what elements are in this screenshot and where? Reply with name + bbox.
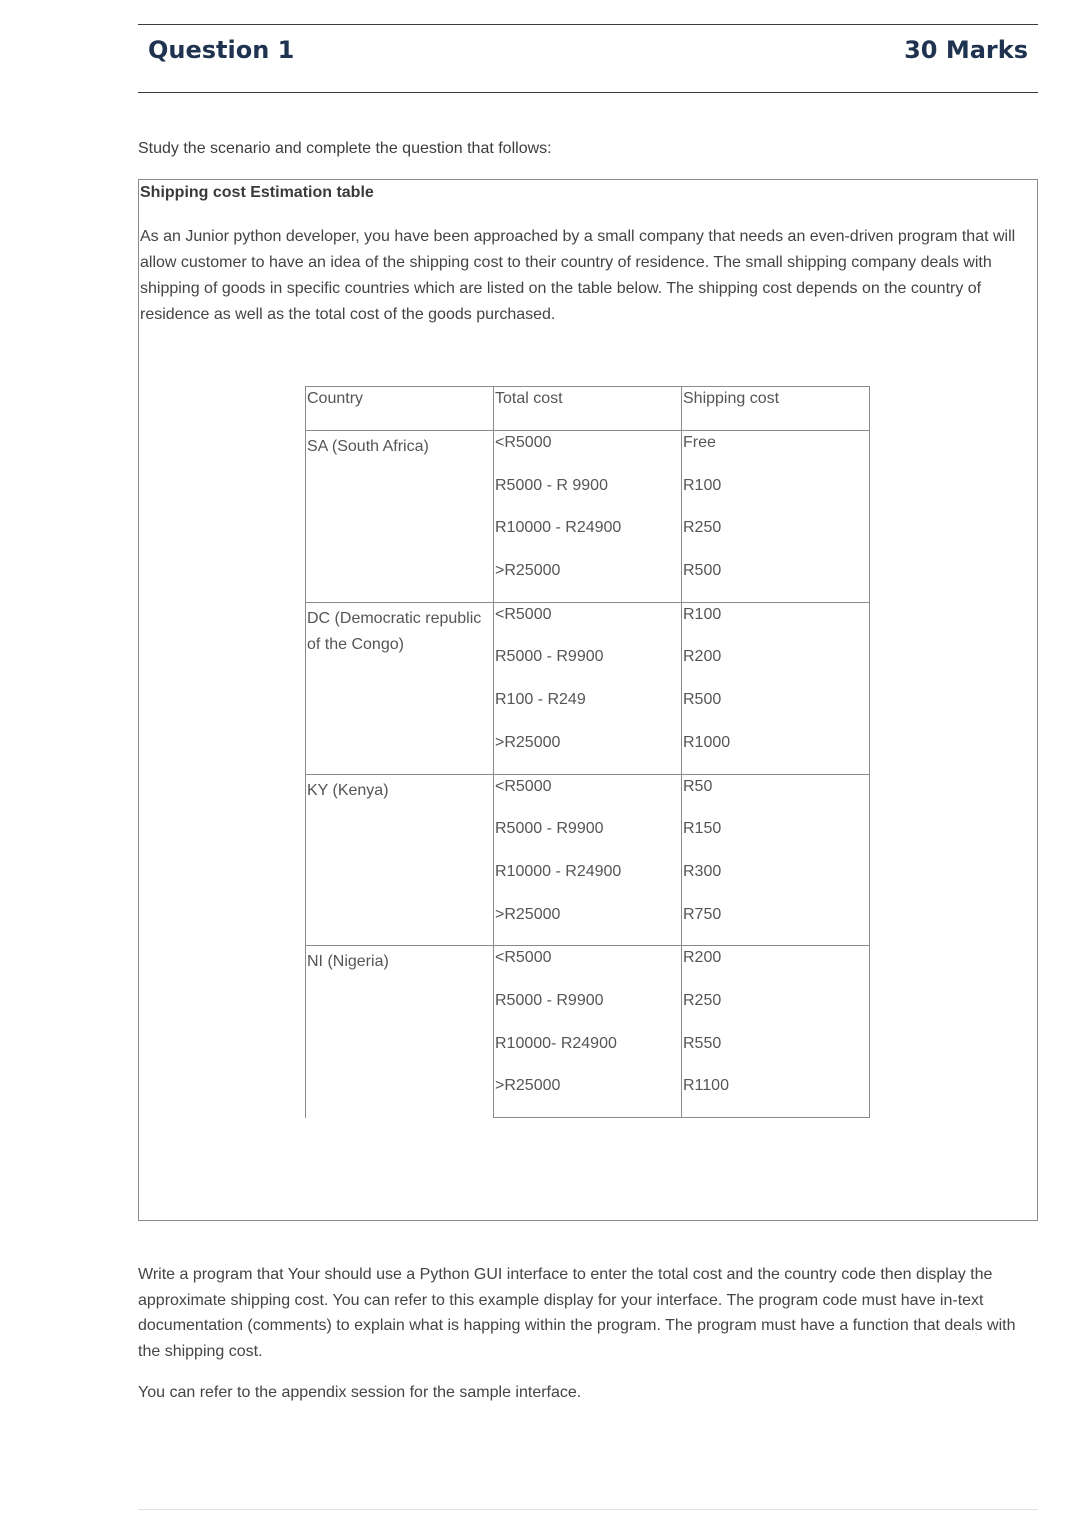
shipping-cost-value: R500 — [683, 691, 722, 709]
total-cost-cell — [494, 946, 682, 989]
country-cell — [306, 602, 494, 774]
shipping-cost-table — [305, 386, 870, 1118]
total-cost-cell — [494, 431, 682, 474]
total-cost-cell — [494, 989, 682, 1032]
table-row — [306, 602, 870, 645]
total-cost-value: >R25000 — [495, 562, 561, 580]
top-rule — [138, 24, 1038, 25]
shipping-cost-cell — [682, 474, 870, 517]
total-cost-value: R10000- R24900 — [495, 1034, 617, 1052]
total-cost-cell — [494, 474, 682, 517]
shipping-cost-value: R50 — [683, 777, 713, 795]
total-cost-value: <R5000 — [495, 434, 552, 451]
total-cost-cell — [494, 817, 682, 860]
total-cost-value: R10000 - R24900 — [495, 519, 622, 537]
footer-rule — [138, 1509, 1038, 1510]
total-cost-value: R5000 - R9900 — [495, 991, 604, 1009]
total-cost-cell — [494, 903, 682, 946]
shipping-cost-value: Free — [683, 434, 716, 451]
country-name: SA (South Africa) — [307, 438, 429, 455]
country-cell — [306, 774, 494, 946]
table-row — [306, 774, 870, 817]
header-label: Country — [307, 390, 364, 407]
shipping-cost-cell — [682, 688, 870, 731]
shipping-cost-cell — [682, 602, 870, 645]
total-cost-cell — [494, 516, 682, 559]
question-title: Question 1 — [148, 36, 295, 64]
shipping-cost-cell — [682, 1032, 870, 1075]
total-cost-value: R5000 - R9900 — [495, 820, 604, 838]
country-cell — [306, 431, 494, 603]
total-cost-value: <R5000 — [495, 777, 552, 795]
shipping-cost-cell — [682, 774, 870, 817]
shipping-cost-cell — [682, 860, 870, 903]
task-instructions: Write a program that Your should use a Python GUI interface to enter the total cost and the country code then display the approximate shipping cost. You can refer to this example display for your interface. The program code must have in-text documentation (comments) to explain what is happing within the program. The program must have a function that deals with the shipping cost. — [138, 1266, 1016, 1360]
header-label: Shipping cost — [683, 390, 780, 407]
total-cost-cell — [494, 1074, 682, 1117]
intro-text: Study the scenario and complete the question that follows: — [138, 140, 552, 157]
country-cell — [306, 946, 494, 1118]
appendix-note: You can refer to the appendix session for the sample interface. — [138, 1384, 582, 1401]
shipping-cost-value: R1100 — [683, 1077, 729, 1095]
scenario-paragraph: As an Junior python developer, you have been approached by a small company that needs an even-driven program that will allow customer to have an idea of the shipping cost to their country of residence. The small shipping company deals with shipping of goods in specific countries which are listed on the table below. The shipping cost depends on the country of residence as well as the total cost of the goods purchased. — [140, 228, 1016, 323]
total-cost-cell — [494, 645, 682, 688]
total-cost-value: >R25000 — [495, 905, 561, 923]
shipping-cost-value: R500 — [683, 562, 722, 580]
total-cost-value: R5000 - R9900 — [495, 648, 604, 666]
shipping-cost-cell — [682, 431, 870, 474]
total-cost-value: R5000 - R 9900 — [495, 476, 608, 494]
table-header-row — [306, 387, 870, 431]
shipping-cost-cell — [682, 903, 870, 946]
shipping-cost-value: R250 — [683, 519, 722, 537]
total-cost-cell — [494, 1032, 682, 1075]
table-row — [306, 946, 870, 989]
shipping-cost-cell — [682, 645, 870, 688]
table-header-cell — [306, 387, 494, 431]
country-name: KY (Kenya) — [307, 781, 389, 799]
shipping-cost-value: R100 — [683, 476, 722, 494]
total-cost-cell — [494, 688, 682, 731]
shipping-cost-cell — [682, 731, 870, 774]
header-label: Total cost — [495, 390, 563, 407]
shipping-cost-cell — [682, 817, 870, 860]
shipping-cost-cell — [682, 516, 870, 559]
table-row — [306, 431, 870, 474]
shipping-cost-value: R250 — [683, 991, 722, 1009]
total-cost-cell — [494, 602, 682, 645]
shipping-cost-value: R200 — [683, 648, 722, 666]
total-cost-cell — [494, 731, 682, 774]
country-name: DC (Democratic republic of the Congo) — [307, 609, 482, 653]
shipping-cost-value: R750 — [683, 905, 722, 923]
shipping-cost-value: R100 — [683, 605, 722, 623]
shipping-cost-value: R150 — [683, 820, 722, 838]
total-cost-value: R100 - R249 — [495, 691, 586, 709]
total-cost-value: <R5000 — [495, 949, 552, 967]
total-cost-cell — [494, 774, 682, 817]
total-cost-value: >R25000 — [495, 733, 561, 751]
shipping-cost-value: R550 — [683, 1034, 722, 1052]
total-cost-cell — [494, 860, 682, 903]
table-header-cell — [494, 387, 682, 431]
total-cost-value: >R25000 — [495, 1077, 561, 1095]
question-marks: 30 Marks — [904, 36, 1028, 64]
table-header-cell — [682, 387, 870, 431]
scenario-title: Shipping cost Estimation table — [140, 184, 374, 201]
shipping-cost-value: R200 — [683, 949, 722, 967]
total-cost-value: <R5000 — [495, 605, 552, 623]
shipping-cost-cell — [682, 946, 870, 989]
shipping-cost-cell — [682, 1074, 870, 1117]
shipping-cost-cell — [682, 559, 870, 602]
shipping-cost-cell — [682, 989, 870, 1032]
shipping-cost-value: R1000 — [683, 733, 731, 751]
country-name: NI (Nigeria) — [307, 953, 389, 971]
total-cost-cell — [494, 559, 682, 602]
header-rule — [138, 92, 1038, 93]
total-cost-value: R10000 - R24900 — [495, 862, 622, 880]
shipping-cost-value: R300 — [683, 862, 722, 880]
